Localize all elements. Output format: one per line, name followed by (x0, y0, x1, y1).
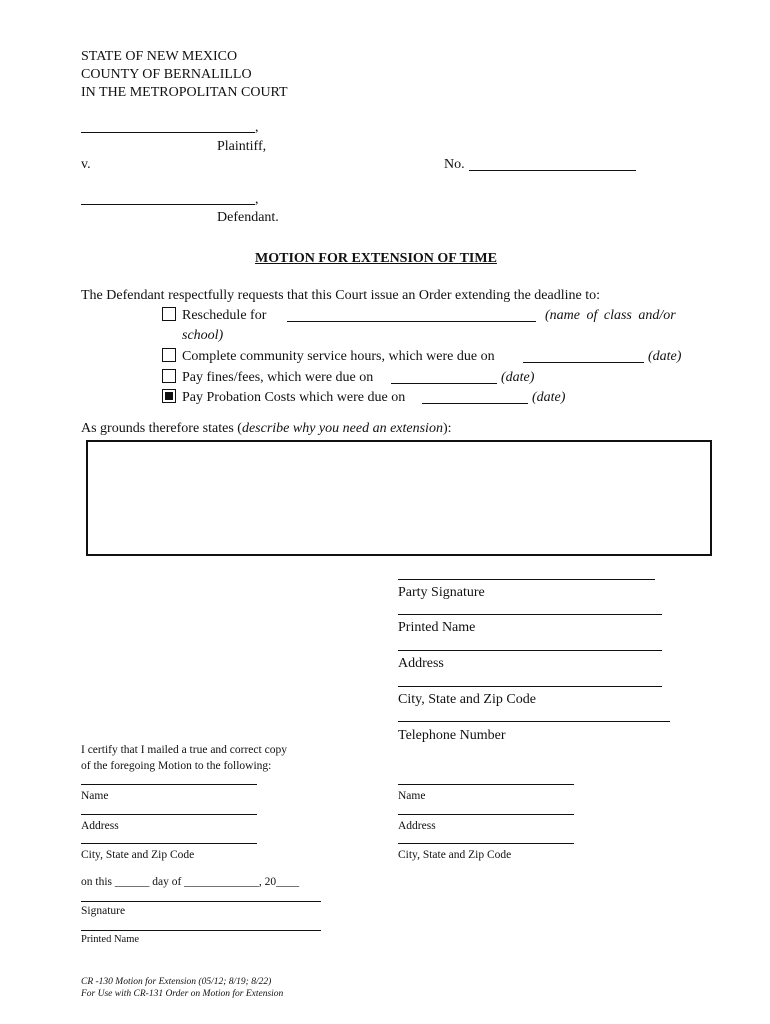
plaintiff-name-field[interactable] (81, 132, 255, 133)
fines-date-hint: (date) (501, 370, 535, 385)
recipient-1-address-line[interactable] (81, 814, 257, 815)
telephone-line[interactable] (398, 721, 670, 722)
recipient-2-address-line[interactable] (398, 814, 574, 815)
intro-text: The Defendant respectfully requests that this Court issue an Order extending the deadline to: (81, 288, 601, 303)
fines-checkbox[interactable] (162, 369, 176, 383)
community-service-checkbox[interactable] (162, 348, 176, 362)
recipient-2-city-label: City, State and Zip Code (398, 849, 512, 861)
address-label: Address (398, 656, 444, 671)
fines-date-field[interactable] (391, 383, 497, 384)
recipient-1-city-label: City, State and Zip Code (81, 849, 195, 861)
plaintiff-label: Plaintiff, (217, 139, 267, 154)
form-usage-note: For Use with CR-131 Order on Motion for Extension (81, 989, 284, 999)
printed-name-label: Printed Name (398, 620, 476, 635)
grounds-textbox[interactable] (86, 440, 712, 556)
certificate-text-1: I certify that I mailed a true and correct copy (81, 744, 287, 756)
fines-label: Pay fines/fees, which were due on (182, 370, 374, 385)
reschedule-hint-2: school) (182, 328, 224, 343)
form-number: CR -130 Motion for Extension (05/12; 8/19; 8/22) (81, 977, 272, 987)
party-signature-line[interactable] (398, 579, 655, 580)
certificate-text-2: of the foregoing Motion to the following: (81, 760, 272, 772)
printed-name-line[interactable] (398, 614, 662, 615)
defendant-comma: , (255, 192, 259, 207)
case-number-field[interactable] (469, 170, 636, 171)
probation-label: Pay Probation Costs which were due on (182, 390, 406, 405)
grounds-label-prefix: As grounds therefore states ( (81, 421, 242, 436)
certificate-signature-label: Signature (81, 905, 126, 917)
court-name: IN THE METROPOLITAN COURT (81, 85, 288, 100)
recipient-1-name-line[interactable] (81, 784, 257, 785)
case-number-label: No. (444, 157, 465, 172)
recipient-1-address-label: Address (81, 820, 119, 832)
reschedule-hint: (name of class and/or (545, 308, 676, 323)
certificate-date-line[interactable]: on this ______ day of _____________, 20____ (81, 876, 300, 888)
defendant-label: Defendant. (217, 210, 279, 225)
recipient-2-address-label: Address (398, 820, 436, 832)
certificate-printed-name-label: Printed Name (81, 934, 140, 945)
recipient-1-city-line[interactable] (81, 843, 257, 844)
party-signature-label: Party Signature (398, 585, 485, 600)
community-service-label: Complete community service hours, which were due on (182, 349, 495, 364)
recipient-1-name-label: Name (81, 790, 109, 802)
certificate-printed-name-line[interactable] (81, 930, 321, 931)
probation-checkbox[interactable] (162, 389, 176, 403)
recipient-2-name-line[interactable] (398, 784, 574, 785)
recipient-2-name-label: Name (398, 790, 426, 802)
city-state-zip-label: City, State and Zip Code (398, 692, 536, 707)
community-service-date-field[interactable] (523, 362, 644, 363)
grounds-label-suffix: ): (442, 421, 452, 436)
defendant-name-field[interactable] (81, 204, 255, 205)
plaintiff-comma: , (255, 120, 259, 135)
probation-date-field[interactable] (422, 403, 528, 404)
grounds-label (81, 420, 452, 437)
court-county: COUNTY OF BERNALILLO (81, 67, 252, 82)
grounds-label-hint: describe why you need an extension (241, 421, 443, 436)
reschedule-label: Reschedule for (182, 308, 267, 323)
class-name-field[interactable] (287, 321, 536, 322)
address-line[interactable] (398, 650, 662, 651)
probation-date-hint: (date) (532, 390, 566, 405)
certificate-signature-line[interactable] (81, 901, 321, 902)
community-service-date-hint: (date) (648, 349, 682, 364)
document-title: MOTION FOR EXTENSION OF TIME (255, 251, 497, 266)
recipient-2-city-line[interactable] (398, 843, 574, 844)
telephone-label: Telephone Number (398, 728, 506, 743)
court-state: STATE OF NEW MEXICO (81, 49, 238, 64)
city-state-zip-line[interactable] (398, 686, 662, 687)
reschedule-checkbox[interactable] (162, 307, 176, 321)
versus-label: v. (81, 157, 91, 172)
